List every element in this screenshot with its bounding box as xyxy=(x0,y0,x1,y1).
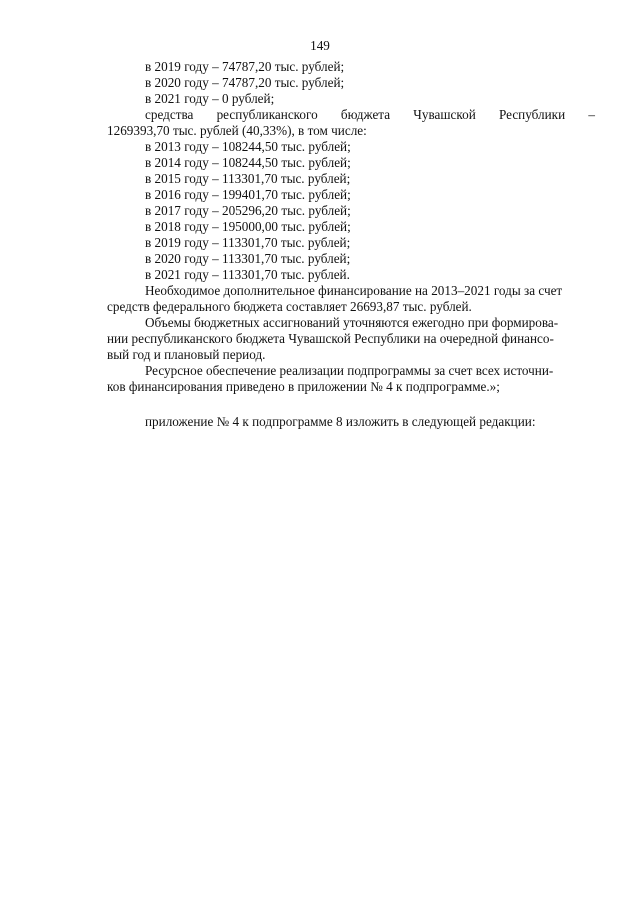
funding-line-2018: в 2018 году – 195000,00 тыс. рублей; xyxy=(145,219,351,234)
funding-line-2020-federal: в 2020 году – 74787,20 тыс. рублей; xyxy=(145,75,345,90)
paragraph-line: ков финансирования приведено в приложении № 4 к подпрограмме.»; xyxy=(107,379,500,394)
appendix-statement: приложение № 4 к подпрограмме 8 изложить в следующей редакции: xyxy=(145,414,536,429)
resource-support-paragraph xyxy=(107,363,595,395)
word: средства xyxy=(145,107,194,122)
funding-line-2020: в 2020 году – 113301,70 тыс. рублей; xyxy=(145,251,351,266)
funding-line-2016: в 2016 году – 199401,70 тыс. рублей; xyxy=(145,187,351,202)
funding-line-2019-federal: в 2019 году – 74787,20 тыс. рублей; xyxy=(145,59,345,74)
word: Республики xyxy=(498,107,566,122)
document-body xyxy=(107,59,595,430)
funding-line-2013: в 2013 году – 108244,50 тыс. рублей; xyxy=(145,139,351,154)
funding-line-2021: в 2021 году – 113301,70 тыс. рублей. xyxy=(145,267,350,282)
budget-allocations-paragraph xyxy=(107,315,595,363)
additional-funding-paragraph xyxy=(107,283,595,315)
page-number: 149 xyxy=(310,38,330,53)
paragraph-line: нии республиканского бюджета Чувашской Республики на очередной финансо- xyxy=(107,331,554,346)
funding-line-2017: в 2017 году – 205296,20 тыс. рублей; xyxy=(145,203,351,218)
republic-budget-line xyxy=(107,107,595,123)
word: бюджета xyxy=(340,107,391,122)
funding-line-2015: в 2015 году – 113301,70 тыс. рублей; xyxy=(145,171,351,186)
paragraph-line: Объемы бюджетных ассигнований уточняются ежегодно при формирова- xyxy=(145,315,559,330)
paragraph-line: средств федерального бюджета составляет 26693,87 тыс. рублей. xyxy=(107,299,472,314)
funding-line-2014: в 2014 году – 108244,50 тыс. рублей; xyxy=(145,155,351,170)
paragraph-gap xyxy=(107,395,595,414)
word: Чувашской xyxy=(413,107,476,122)
word: республиканского xyxy=(216,107,318,122)
paragraph-line: вый год и плановый период. xyxy=(107,347,266,362)
funding-line-2021-federal: в 2021 году – 0 рублей; xyxy=(145,91,275,106)
funding-line-2019: в 2019 году – 113301,70 тыс. рублей; xyxy=(145,235,351,250)
republic-budget-total: 1269393,70 тыс. рублей (40,33%), в том числе: xyxy=(107,123,367,138)
paragraph-line: Ресурсное обеспечение реализации подпрограммы за счет всех источни- xyxy=(145,363,554,378)
word: – xyxy=(588,107,595,122)
paragraph-line: Необходимое дополнительное финансирование на 2013–2021 годы за счет xyxy=(145,283,563,298)
